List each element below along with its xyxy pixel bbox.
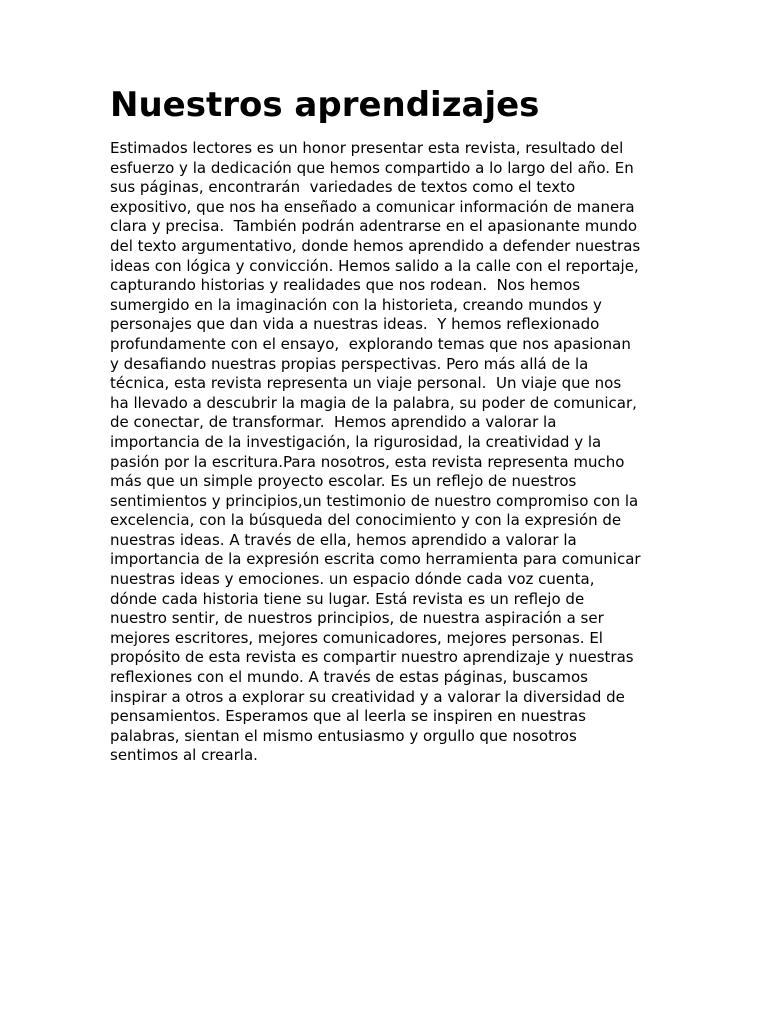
paragraph-line: propósito de esta revista es compartir nuestro aprendizaje y nuestras [110, 648, 634, 667]
paragraph-line: y desafiando nuestras propias perspectivas. Pero más allá de la [110, 354, 589, 373]
paragraph-line: de conectar, de transformar. Hemos aprendido a valorar la [110, 413, 557, 432]
paragraph-line: capturando historias y realidades que nos rodean. Nos hemos [110, 276, 581, 295]
page-title: Nuestros aprendizajes [110, 85, 540, 125]
paragraph-line: inspirar a otros a explorar su creatividad y a valorar la diversidad de [110, 687, 625, 706]
paragraph-line: reflexiones con el mundo. A través de estas páginas, buscamos [110, 668, 588, 687]
paragraph-line: profundamente con el ensayo, explorando temas que nos apasionan [110, 334, 631, 353]
paragraph-line: excelencia, con la búsqueda del conocimiento y con la expresión de [110, 511, 622, 530]
paragraph-line: nuestras ideas. A través de ella, hemos aprendido a valorar la [110, 530, 577, 549]
paragraph-line: sumergido en la imaginación con la historieta, creando mundos y [110, 295, 602, 314]
paragraph-line: dónde cada historia tiene su lugar. Está revista es un reflejo de [110, 589, 585, 608]
paragraph-line: más que un simple proyecto escolar. Es un reflejo de nuestros [110, 472, 577, 491]
body-paragraph [110, 139, 670, 766]
paragraph-line: expositivo, que nos ha enseñado a comunicar información de manera [110, 197, 635, 216]
paragraph-line: importancia de la expresión escrita como herramienta para comunicar [110, 550, 641, 569]
paragraph-line: clara y precisa. También podrán adentrarse en el apasionante mundo [110, 217, 638, 236]
paragraph-line: personajes que dan vida a nuestras ideas. Y hemos reflexionado [110, 315, 600, 334]
paragraph-line: sentimos al crearla. [110, 746, 258, 765]
paragraph-line: palabras, sientan el mismo entusiasmo y orgullo que nosotros [110, 726, 577, 745]
paragraph-line: sentimientos y principios,un testimonio de nuestro compromiso con la [110, 491, 639, 510]
paragraph-line: sus páginas, encontrarán variedades de textos como el texto [110, 178, 576, 197]
paragraph-line: Estimados lectores es un honor presentar esta revista, resultado del [110, 139, 624, 157]
paragraph-line: técnica, esta revista representa un viaje personal. Un viaje que nos [110, 374, 622, 393]
paragraph-line: ha llevado a descubrir la magia de la palabra, su poder de comunicar, [110, 393, 637, 412]
paragraph-line: mejores escritores, mejores comunicadores, mejores personas. El [110, 628, 603, 647]
paragraph-line: importancia de la investigación, la rigurosidad, la creatividad y la [110, 432, 602, 451]
paragraph-line: pensamientos. Esperamos que al leerla se inspiren en nuestras [110, 707, 586, 726]
paragraph-line: ideas con lógica y convicción. Hemos salido a la calle con el reportaje, [110, 256, 639, 275]
paragraph-line: nuestro sentir, de nuestros principios, de nuestra aspiración a ser [110, 609, 604, 628]
paragraph-line: pasión por la escritura.Para nosotros, esta revista representa mucho [110, 452, 625, 471]
paragraph-line: del texto argumentativo, donde hemos aprendido a defender nuestras [110, 236, 641, 255]
paragraph-line: esfuerzo y la dedicación que hemos compartido a lo largo del año. En [110, 158, 634, 177]
paragraph-line: nuestras ideas y emociones. un espacio dónde cada voz cuenta, [110, 570, 595, 589]
